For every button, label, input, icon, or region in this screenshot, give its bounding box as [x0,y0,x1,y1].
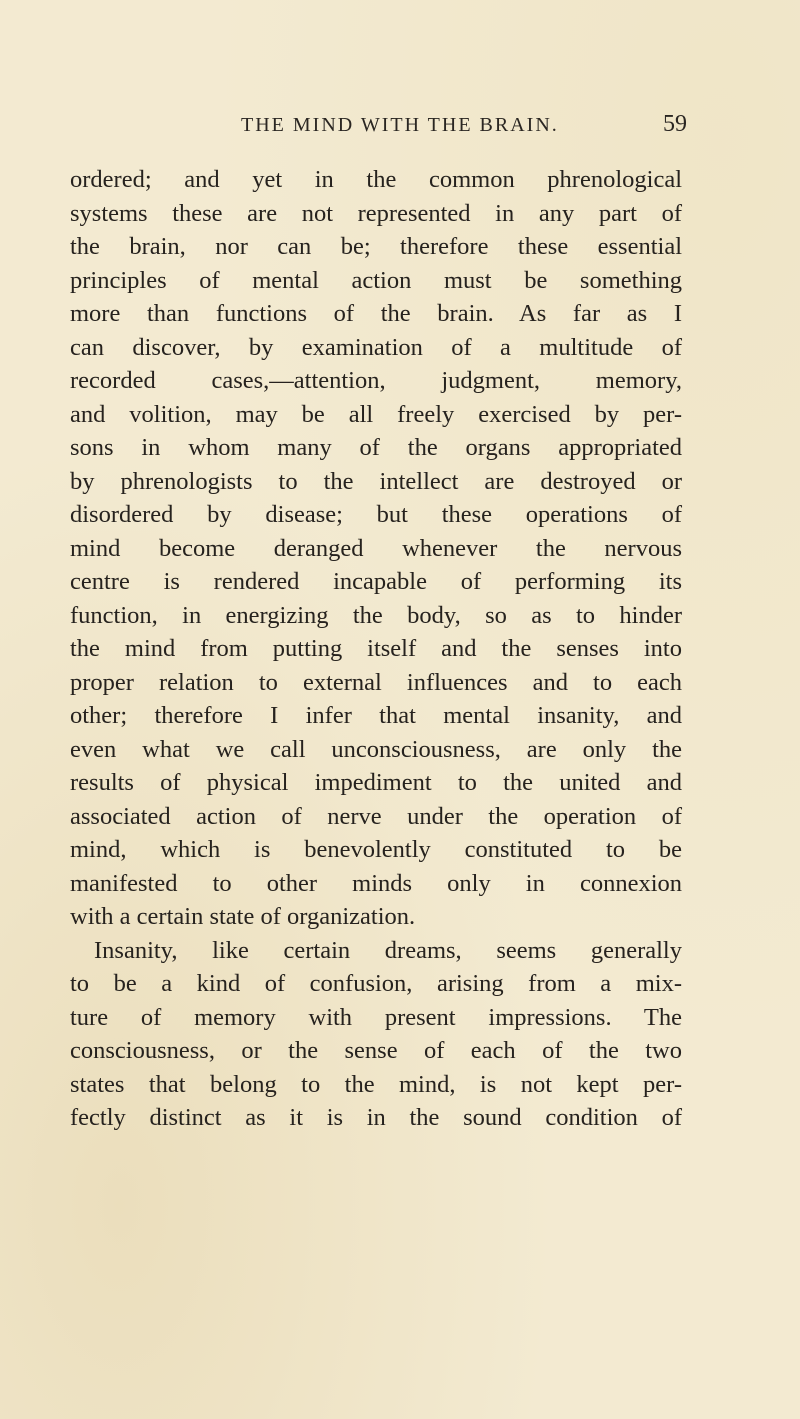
text-line: recorded cases,—attention, judgment, memory, [70,367,682,394]
text-line: ordered; and yet in the common phrenological [70,166,682,193]
text-line: proper relation to external influences and to each [70,668,682,696]
text-line: other; therefore I infer that mental insanity, and [70,702,682,729]
text-line: principles of mental action must be something [70,266,682,294]
text-line: with a certain state of organization. [70,903,416,930]
page-number: 59 [663,111,687,137]
text-line: the mind from putting itself and the senses into [70,635,682,662]
running-title: THE MIND WITH THE BRAIN. [241,114,559,136]
text-line: manifested to other minds only in connexion [70,869,682,897]
text-line: to be a kind of confusion, arising from a mix- [70,970,682,997]
text-line: more than functions of the brain. As far as I [70,300,682,327]
body-text [70,163,682,1135]
text-line: ture of memory with present impressions. The [70,1003,682,1031]
text-line: can discover, by examination of a multitude of [70,333,682,361]
text-line: mind, which is benevolently constituted to be [70,836,682,863]
text-line: even what we call unconsciousness, are only the [70,735,682,763]
text-line: by phrenologists to the intellect are destroyed or [70,467,682,495]
text-line: associated action of nerve under the operation of [70,802,682,830]
text-line: Insanity, like certain dreams, seems generally [94,936,682,964]
running-head [241,111,687,144]
text-line: results of physical impediment to the united and [70,769,682,796]
text-line: centre is rendered incapable of performing its [70,568,682,595]
text-line: mind become deranged whenever the nervous [70,534,682,562]
text-line: and volition, may be all freely exercised by per- [70,400,682,428]
text-line: systems these are not represented in any part of [70,199,682,227]
text-line: function, in energizing the body, so as to hinder [70,601,682,629]
text-line: sons in whom many of the organs appropriated [70,434,682,461]
text-line: fectly distinct as it is in the sound condition of [70,1104,682,1131]
text-line: consciousness, or the sense of each of the two [70,1037,682,1064]
text-line: disordered by disease; but these operations of [70,501,682,528]
text-line: the brain, nor can be; therefore these essential [70,233,682,260]
text-line: states that belong to the mind, is not kept per- [70,1070,682,1098]
